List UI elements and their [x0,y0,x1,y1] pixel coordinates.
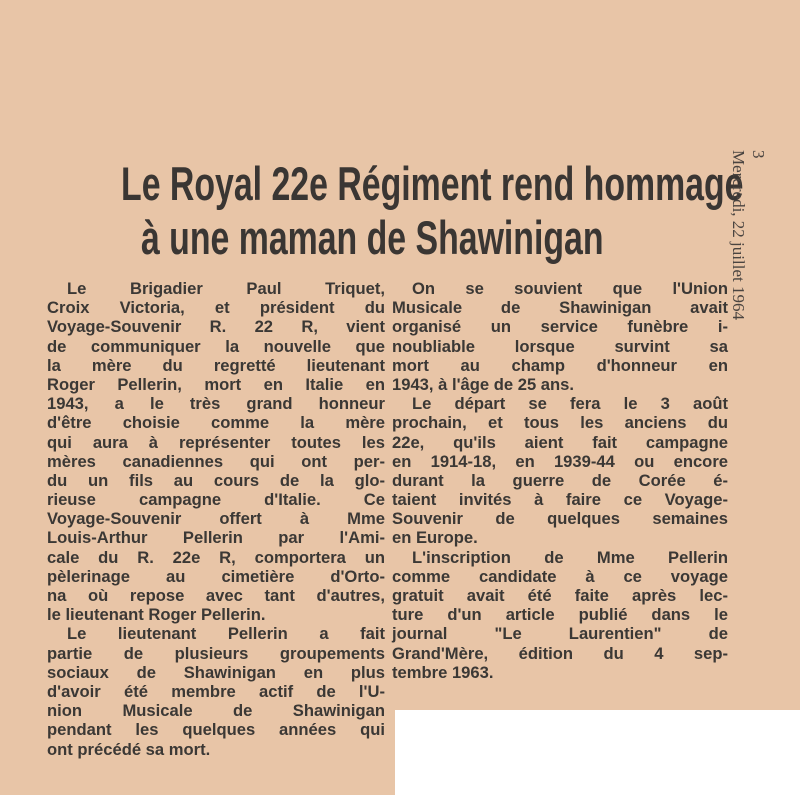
text-line: prochain, et tous les anciens du [392,413,728,433]
text-line: Voyage-Souvenir R. 22 R, vient [47,317,385,337]
text-line: na où repose avec tant d'autres, [47,586,385,605]
text-line: d'être choisie comme la mère [47,413,385,433]
headline-text-1: Le Royal 22e Régiment rend hommage [121,157,744,210]
text-line: rieuse campagne d'Italie. Ce [47,490,385,510]
text-line: en 1914-18, en 1939-44 ou encore [392,451,728,471]
text-line: qui aura à représenter toutes les [47,432,385,452]
text-line: mort au champ d'honneur en [392,355,728,375]
headline-line-1 [0,157,745,210]
text-line: ture d'un article publié dans le [392,605,728,625]
paragraph [392,394,728,548]
text-line: Le Brigadier Paul Triquet, [67,279,385,298]
text-line: 1943, a le très grand honneur [47,394,385,414]
headline-line-2 [0,211,745,264]
text-line: cale du R. 22e R, comportera un [47,547,385,567]
paragraph [392,279,728,394]
text-line: partie de plusieurs groupements [47,643,385,663]
text-line: Souvenir de quelques semaines [392,509,728,529]
text-line: Musicale de Shawinigan avait [392,298,728,318]
publication-date: Mercredi, 22 juillet 1964 [729,150,748,320]
text-line: Grand'Mère, édition du 4 sep- [392,643,728,663]
text-line: Roger Pellerin, mort en Italie en [47,374,385,394]
paragraph [392,548,728,682]
text-line: ont précédé sa mort. [47,739,211,759]
blank-corner [395,710,800,795]
text-line: le lieutenant Roger Pellerin. [47,605,266,625]
text-line: Croix Victoria, et président du [47,298,385,318]
text-line: organisé un service funèbre i- [392,317,728,337]
text-line: la mère du regretté lieutenant [47,355,385,375]
text-line: nion Musicale de Shawinigan [47,701,385,721]
text-line: 22e, qu'ils aient fait campagne [392,432,728,452]
margin-dateline [729,150,768,320]
text-line: de communiquer la nouvelle que [47,336,385,356]
text-line: pendant les quelques années qui [47,720,385,740]
text-line: Voyage-Souvenir offert à Mme [47,509,385,529]
text-line: Le lieutenant Pellerin a fait [67,624,385,644]
page-number: 3 [749,150,768,159]
text-line: gratuit avait été faite après lec- [392,586,728,605]
text-line: en Europe. [392,528,478,548]
text-line: 1943, à l'âge de 25 ans. [392,374,574,394]
article-column-right [392,279,728,682]
paragraph [47,279,385,624]
headline-text-2: à une maman de Shawinigan [141,211,604,264]
text-line: tembre 1963. [392,662,494,682]
text-line: durant la guerre de Corée é- [392,470,728,490]
text-line: noubliable lorsque survint sa [392,336,728,356]
text-line: Louis-Arthur Pellerin par l'Ami- [47,528,385,548]
text-line: comme candidate à ce voyage [392,566,728,586]
text-line: du un fils au cours de la glo- [47,470,385,490]
paragraph [47,624,385,758]
text-line: Le départ se fera le 3 août [412,394,728,414]
article-column-left [47,279,385,759]
text-line: taient invités à faire ce Voyage- [392,490,728,510]
text-line: d'avoir été membre actif de l'U- [47,681,385,701]
text-line: sociaux de Shawinigan en plus [47,662,385,682]
text-line: journal "Le Laurentien" de [392,624,728,644]
text-line: L'inscription de Mme Pellerin [412,547,728,567]
text-line: On se souvient que l'Union [412,279,728,298]
text-line: mères canadiennes qui ont per- [47,451,385,471]
text-line: pèlerinage au cimetière d'Orto- [47,566,385,586]
